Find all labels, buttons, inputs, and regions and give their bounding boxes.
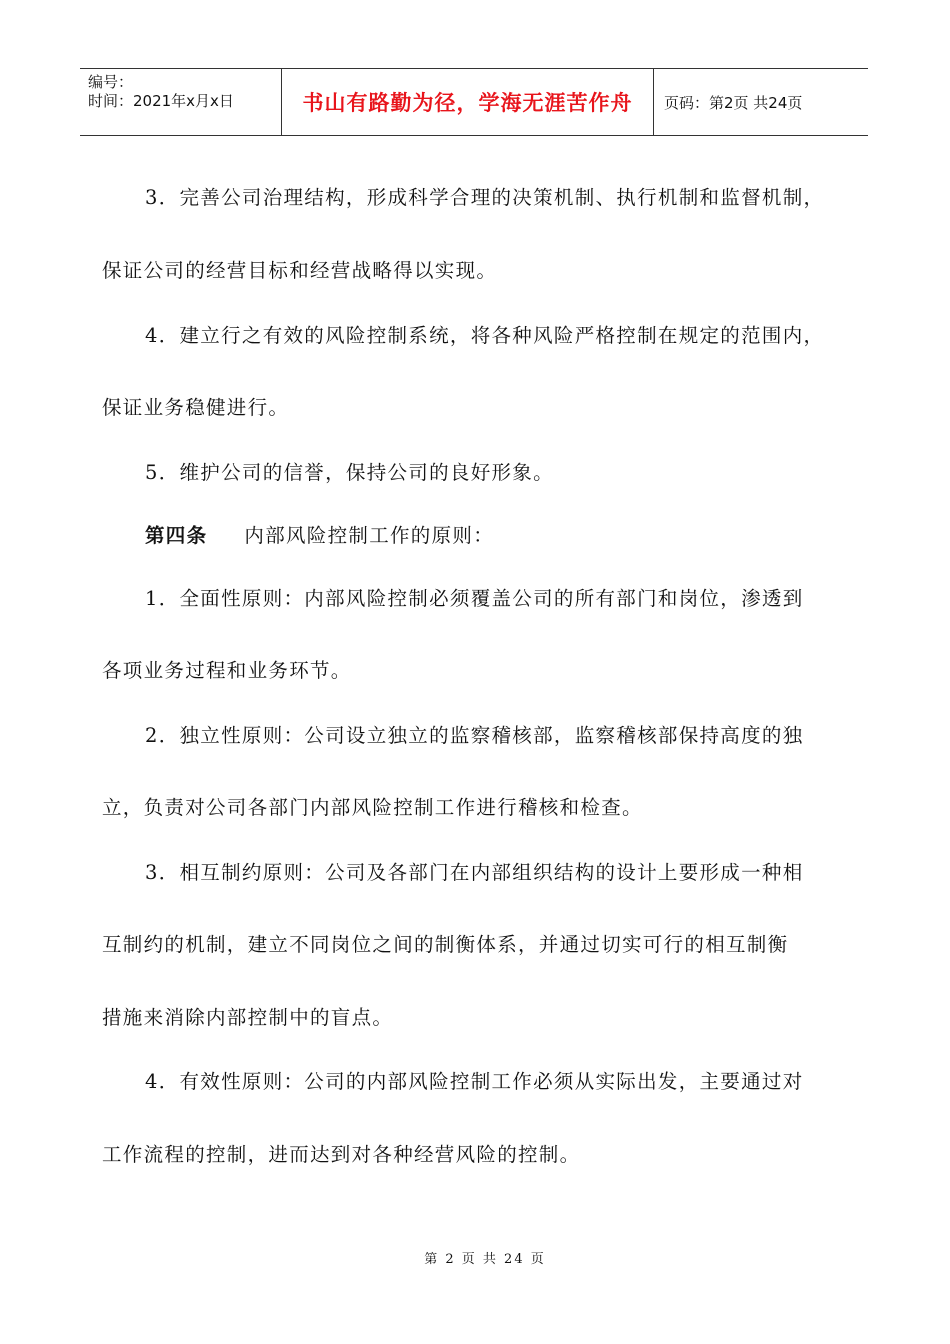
article-heading: 第四条	[145, 524, 208, 547]
article-line	[145, 524, 905, 548]
body-line: 措施来消除内部控制中的盲点。	[102, 1006, 394, 1029]
body-line: 5．维护公司的信誉，保持公司的良好形象。	[145, 461, 554, 484]
header-page-cell	[654, 69, 868, 135]
body-line: 各项业务过程和业务环节。	[102, 659, 352, 682]
page-header	[80, 68, 868, 136]
page-label: 页码：第2页 共24页	[664, 93, 803, 112]
page-footer: 第 2 页 共 24 页	[424, 1252, 546, 1267]
motto-text: 书山有路勤为径，学海无涯苦作舟	[302, 91, 633, 115]
body-line: 保证业务稳健进行。	[102, 396, 290, 419]
header-info-cell	[80, 69, 282, 135]
body-line: 2．独立性原则：公司设立独立的监察稽核部，监察稽核部保持高度的独	[145, 724, 804, 747]
body-line: 3．完善公司治理结构，形成科学合理的决策机制、执行机制和监督机制，	[145, 186, 825, 209]
body-line: 互制约的机制，建立不同岗位之间的制衡体系，并通过切实可行的相互制衡	[102, 933, 789, 956]
body-line: 立，负责对公司各部门内部风险控制工作进行稽核和检查。	[102, 796, 643, 819]
body-line: 4．有效性原则：公司的内部风险控制工作必须从实际出发，主要通过对	[145, 1070, 804, 1093]
header-motto-cell	[282, 69, 654, 135]
body-line: 4．建立行之有效的风险控制系统，将各种风险严格控制在规定的范围内，	[145, 324, 825, 347]
article-title: 内部风险控制工作的原则：	[244, 524, 495, 547]
number-label: 编号：	[88, 73, 134, 91]
body-line: 工作流程的控制，进而达到对各种经营风险的控制。	[102, 1143, 581, 1166]
body-line: 1．全面性原则：内部风险控制必须覆盖公司的所有部门和岗位，渗透到	[145, 587, 804, 610]
body-line: 保证公司的经营目标和经营战略得以实现。	[102, 259, 498, 282]
time-label: 时间：2021年x月x日	[88, 92, 234, 110]
body-line: 3．相互制约原则：公司及各部门在内部组织结构的设计上要形成一种相	[145, 861, 804, 884]
